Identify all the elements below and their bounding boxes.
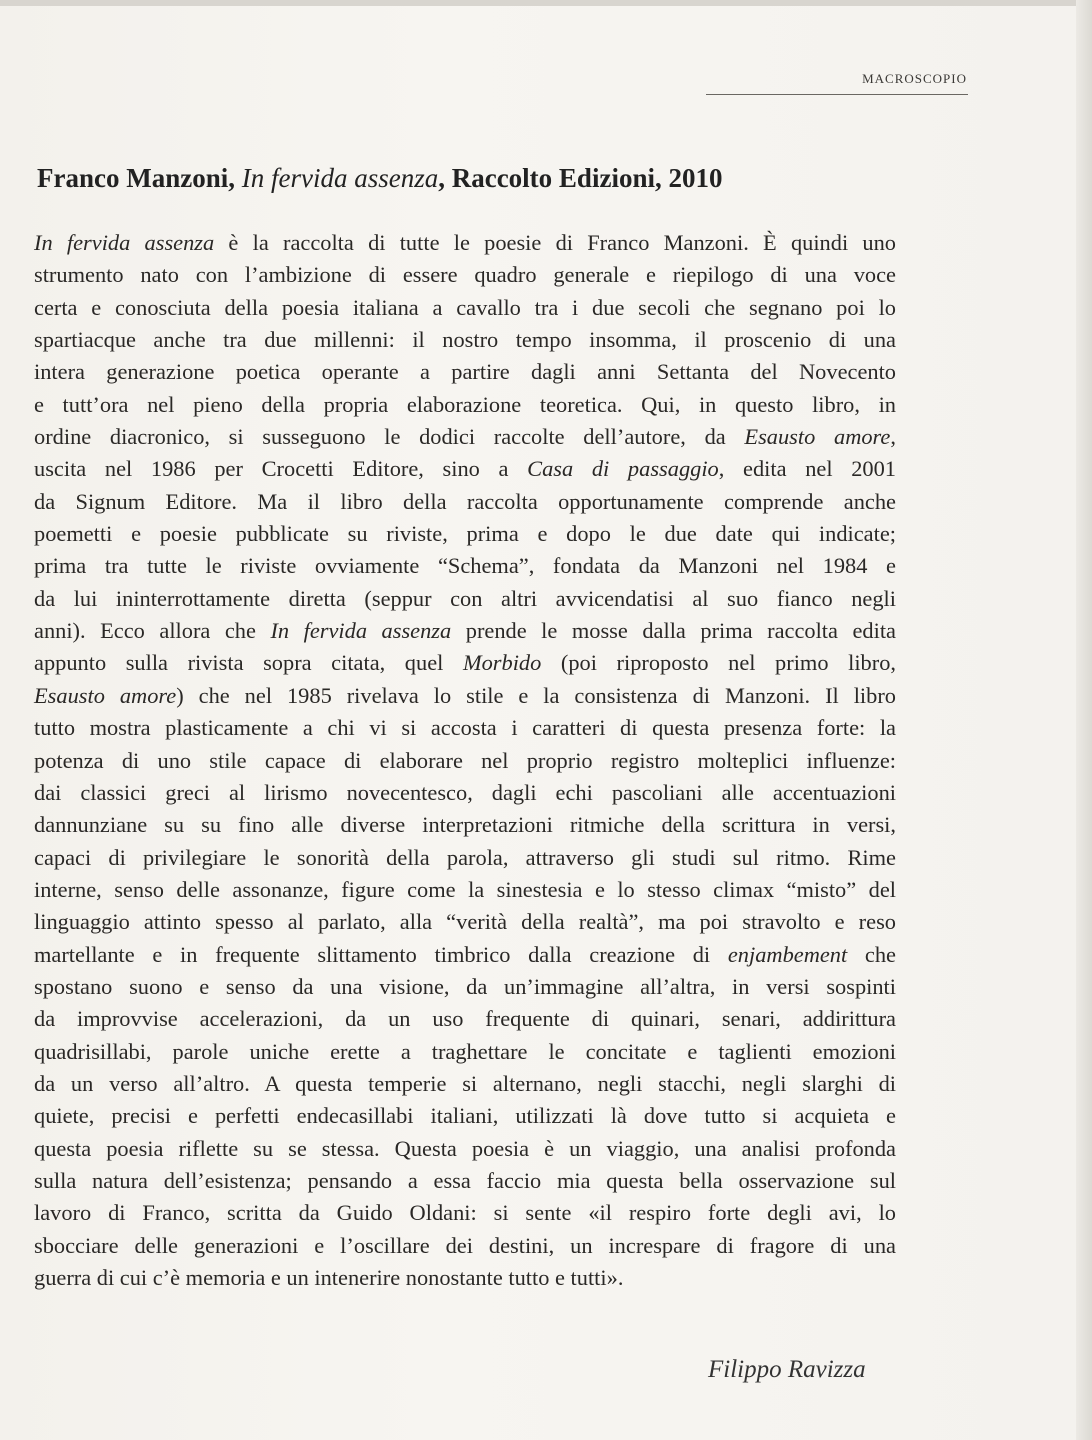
italic-title-text: Esausto amore: [744, 424, 891, 450]
body-line: [34, 1068, 896, 1100]
body-text-segment: capaci di privilegiare le sonorità della parola, attraverso gli studi sul ritmo. Rime: [34, 844, 896, 870]
body-text-segment: dai classici greci al lirismo novecentesco, dagli echi pascoliani alle accentuazioni: [34, 779, 896, 805]
italic-title-text: Esausto amore: [34, 682, 177, 708]
body-text-segment: uscita nel 1986 per Crocetti Editore, sino a: [34, 456, 528, 482]
body-text-segment: spostano suono e senso da una visione, da un’immagine all’altra, in versi sospinti: [34, 973, 896, 999]
title-author: Franco Manzoni,: [37, 163, 242, 193]
body-text-segment: anni). Ecco allora che: [34, 618, 271, 644]
page-right-edge: [1076, 0, 1092, 1440]
body-line: [34, 971, 896, 1003]
body-text-segment: prende le mosse dalla prima raccolta edita: [451, 618, 896, 644]
body-text-segment: prima tra tutte le riviste ovviamente “Schema”, fondata da Manzoni nel 1984 e: [34, 553, 896, 579]
body-line: [34, 324, 896, 356]
body-line: [34, 777, 896, 809]
body-text-segment: dannunziane su su fino alle diverse interpretazioni ritmiche della scrittura in versi,: [34, 812, 896, 838]
body-text-segment: tutto mostra plasticamente a chi vi si accosta i caratteri di questa presenza forte: la: [34, 715, 896, 741]
body-line: [34, 550, 896, 582]
body-text-segment: martellante e in frequente slittamento timbrico dalla creazione di: [34, 941, 728, 967]
body-line: [34, 1165, 896, 1197]
body-line: [34, 939, 896, 971]
body-line: [34, 583, 896, 615]
body-text-segment: (poi riproposto nel primo libro,: [541, 650, 896, 676]
title-book: In fervida assenza: [241, 163, 439, 193]
body-text-segment: ) che nel 1985 rivelava lo stile e la consistenza di Manzoni. Il libro: [176, 682, 897, 708]
body-line: [34, 842, 896, 874]
body-line: [34, 356, 896, 388]
body-text-segment: intera generazione poetica operante a partire dagli anni Settanta del Novecento: [34, 359, 896, 385]
body-text-segment: da un verso all’altro. A questa temperie si alternano, negli stacchi, negli slarghi di: [34, 1070, 896, 1096]
body-text-segment: certa e conosciuta della poesia italiana a cavallo tra i due secoli che segnano poi lo: [34, 294, 896, 320]
body-text-segment: ordine diacronico, si susseguono le dodici raccolte dell’autore, da: [34, 424, 745, 450]
body-text-segment: è la raccolta di tutte le poesie di Franco Manzoni. È quindi uno: [214, 230, 896, 255]
body-text-segment: potenza di uno stile capace di elaborare nel proprio registro molteplici influenze:: [34, 747, 896, 773]
body-line: [34, 809, 896, 841]
body-line: [34, 1133, 896, 1165]
body-line: [34, 874, 896, 906]
body-line: [34, 1036, 896, 1068]
body-line: [34, 1230, 896, 1262]
body-line: [34, 680, 896, 712]
italic-title-text: enjambement: [727, 941, 848, 967]
italic-title-text: In fervida assenza: [34, 230, 215, 255]
body-text-segment: da Signum Editore. Ma il libro della raccolta opportunamente comprende anche: [34, 488, 896, 514]
author-signature: Filippo Ravizza: [708, 1356, 866, 1383]
body-text-segment: guerra di cui c’è memoria e un intenerire nonostante tutto e tutti».: [34, 1265, 624, 1290]
article-title: [37, 163, 937, 194]
body-text-segment: da improvvise accelerazioni, da un uso frequente di quinari, senari, addirittura: [34, 1006, 896, 1032]
body-line: [34, 259, 896, 291]
body-line: [34, 906, 896, 938]
body-text-segment: che: [847, 941, 896, 967]
body-line: [34, 712, 896, 744]
page-top-edge: [0, 0, 1092, 6]
body-text-segment: , edita nel 2001: [718, 456, 896, 482]
body-text-segment: ,: [890, 424, 896, 450]
body-line: [34, 745, 896, 777]
body-line: [34, 647, 896, 679]
running-head-rule: [706, 94, 968, 95]
body-text-segment: lavoro di Franco, scritta da Guido Oldani: si sente «il respiro forte degli avi, lo: [34, 1200, 896, 1226]
article-body: [34, 227, 896, 1294]
body-line: [34, 1003, 896, 1035]
body-line: [34, 227, 896, 259]
body-line: [34, 486, 896, 518]
body-text-segment: appunto sulla rivista sopra citata, quel: [34, 650, 463, 676]
body-line: [34, 1197, 896, 1229]
body-text-segment: sulla natura dell’esistenza; pensando a essa faccio mia questa bella osservazione sul: [34, 1167, 896, 1193]
body-text-segment: interne, senso delle assonanze, figure come la sinestesia e lo stesso climax “misto” del: [34, 876, 896, 902]
body-text-segment: poemetti e poesie pubblicate su riviste, prima e dopo le due date qui indicate;: [34, 521, 896, 547]
body-line: [34, 421, 896, 453]
body-text-segment: quadrisillabi, parole uniche erette a traghettare le concitate e taglienti emozioni: [34, 1038, 896, 1064]
body-text-segment: strumento nato con l’ambizione di essere quadro generale e riepilogo di una voce: [34, 262, 896, 288]
body-text-segment: linguaggio attinto spesso al parlato, alla “verità della realtà”, ma poi stravolto e reso: [34, 909, 896, 935]
body-line: [34, 292, 896, 324]
body-text-segment: e tutt’ora nel pieno della propria elaborazione teoretica. Qui, in questo libro, in: [34, 391, 896, 417]
body-text-segment: da lui ininterrottamente diretta (seppur con altri avvicendatisi al suo fianco negli: [34, 585, 896, 611]
body-line: [34, 453, 896, 485]
body-line: [34, 518, 896, 550]
running-head: MACROSCOPIO: [862, 71, 967, 86]
body-line: [34, 1100, 896, 1132]
italic-title-text: Morbido: [462, 650, 542, 676]
body-text-segment: spartiacque anche tra due millenni: il nostro tempo insomma, il proscenio di una: [34, 327, 896, 353]
title-publisher: , Raccolto Edizioni, 2010: [438, 163, 723, 193]
body-line: [34, 389, 896, 421]
body-text-segment: quiete, precisi e perfetti endecasillabi italiani, utilizzati là dove tutto si acquieta e: [34, 1103, 896, 1129]
body-text-segment: questa poesia riflette su se stessa. Questa poesia è un viaggio, una analisi profonda: [34, 1135, 896, 1161]
body-line: [34, 1262, 896, 1294]
italic-title-text: Casa di passaggio: [527, 456, 719, 482]
italic-title-text: In fervida assenza: [270, 618, 452, 644]
body-line: [34, 615, 896, 647]
body-text-segment: sbocciare delle generazioni e l’oscillare dei destini, un increspare di fragore di una: [34, 1232, 896, 1258]
